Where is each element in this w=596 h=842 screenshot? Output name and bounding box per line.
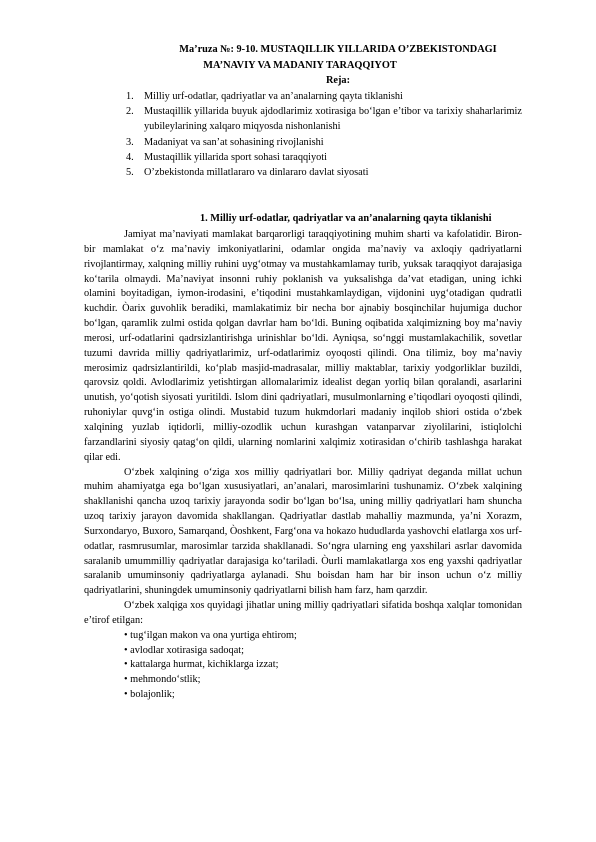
plan-item — [126, 165, 522, 180]
list-item: • kattalarga hurmat, kichiklarga izzat; — [124, 659, 279, 671]
lecture-title-line1: Ma’ruza №: 9-10. MUSTAQILLIK YILLARIDA O’ZBEKISTONDAGI — [179, 44, 497, 55]
plan-item-number: 4. — [126, 151, 134, 163]
list-item: • avlodlar xotirasiga sadoqat; — [124, 644, 244, 656]
plan-item-text: Mustaqillik yillarida buyuk ajdodlarimiz xotirasiga bo‘lgan e’tibor va tarixiy shaharlarimiz yubileylarining xalqaro miqyosda nishonlanishi — [144, 106, 522, 133]
plan-item-number: 1. — [126, 91, 134, 102]
list-item: • mehmondo‘stlik; — [124, 674, 201, 686]
plan-list — [126, 89, 522, 180]
section-title: 1. Milliy urf-odatlar, qadriyatlar va an’analarning qayta tiklanishi — [200, 213, 492, 224]
paragraph: Jamiyat ma’naviyati mamlakat barqarorligi taraqqiyotining muhim sharti va kafolatidir. Biron-bir mamlakat o‘z ma’naviy imkoniyatlarini, odamlar ongida ma’naviy va axloqiy qadriyatlarni rivojlantirmay, xalqning milliy ruhini uyg‘otmay va mustahkamlamay turib, yuksak taraqqiyot darajasiga ko‘tarila olmaydi. Ma’naviyat insonni ruhiy poklanish va yuksalishga da’vat etadigan, uning ichki olamini boyitadigan, iymon-irodasini, e’tiqodini mustahkamlaydigan, vijdonini uyg‘otadigan qudratli kuchdir. Òarix guvohlik beradiki, mamlakatimiz bir necha bor ajnabiy bosqinchilar hujumiga duchor bo‘lgan, qaramlik zulmi ostida qolgan davrlar ham bo‘ldi. Buning oqibatida xalqimizning boy ma’naviy merosi, urf-odatlarini qadrsizlantirishga urinishlar bo‘ldi. Ayniqsa, so‘nggi mustamlakachilik, sovetlar tuzumi davrida milliy qadriyatlarimiz, urf-odatlarimiz oyoqosti qilindi. Ona tilimiz, boy ma’naviy merosimiz qadrsizlantirildi, ko‘plab masjid-madrasalar, milliy maktablar, tarixiy yodgorliklar buzildi, qarovsiz qoldi. Avlodlarimiz yetishtirgan allomalarimiz idealist degan yorliq bilan qoralandi, asarlarini unutish, yo‘qotish siyosati yuritildi. Islom dini qadriyatlari, musulmonlarning e’tiqodlari oyoqosti qilindi, ruhoniylar quvg‘in ostiga olindi. Mustabid tuzum hukmdorlari madaniy inqilob shiori ostida o‘zbek xalqining yuzlab iqtidorli, milliy-ozodlik uchun kurashgan vatanparvar ziyolilarini, istiqlolchi farzandlarini siyosiy qatag‘on qildi, ularning nomlarini xalqimiz xotirasidan o‘chirib tashlashga harakat qilar edi. — [84, 229, 522, 463]
section-body — [84, 228, 522, 703]
plan-item — [126, 104, 522, 134]
plan-item-number: 3. — [126, 136, 134, 148]
list-item: • tug‘ilgan makon va ona yurtiga ehtirom; — [124, 629, 297, 641]
plan-item-text: Madaniyat va san’at sohasining rivojlanishi — [144, 136, 324, 148]
paragraph: O‘zbek xalqiga xos quyidagi jihatlar uning milliy qadriyatlari sifatida boshqa xalqlar tomonidan e’tirof etilgan: — [84, 600, 522, 626]
plan-item-text: Milliy urf-odatlar, qadriyatlar va an’analarning qayta tiklanishi — [144, 91, 403, 102]
plan-item-number: 2. — [126, 106, 134, 118]
plan-item-number: 5. — [126, 167, 134, 179]
list-item: • bolajonlik; — [124, 689, 175, 701]
plan-item — [126, 89, 522, 104]
plan-item — [126, 150, 522, 165]
plan-item-text: Mustaqillik yillarida sport sohasi taraqqiyoti — [144, 151, 328, 163]
plan-item — [126, 135, 522, 150]
plan-heading: Reja: — [325, 75, 350, 86]
lecture-title-line2: MA’NAVIY VA MADANIY TARAQQIYOT — [203, 60, 397, 71]
paragraph: O‘zbek xalqining o‘ziga xos milliy qadriyatlari bor. Milliy qadriyat deganda millat uchun muhim ahamiyatga ega bo‘lgan xususiyatlari, an’analari, marosimlarini tushunamiz. O‘zbek xalqining shakllanishi qancha uzoq tarixiy jarayonda sodir bo‘lgan bo‘lsa, uning milliy qadriyatlari ham shuncha uzoq tarixiy jarayon davomida shakllangan. Qadriyatlar dastlab mahalliy mazmunda, ya’ni Xorazm, Surxondaryo, Buxoro, Samarqand, Òoshkent, Farg‘ona va hokazo hududlarda yashovchi elatlarga xos urf-odatlar, rasmrusumlar, marosimlar tarzida shakllanadi. So‘ngra ularning eng yaxshilari asrlar davomida saralanib umummilliy qadriyatlar darajasiga ko‘tariladi. Òurli mamlakatlarga xos eng yaxshi qadriyatlar saralanib umuminsoniy qadriyatlarga aylanadi. Shu boisdan ham har bir inson uchun o‘z milliy qadriyatlarini, shuningdek umuminsoniy qadriyatlarni bilish ham farz, ham qarzdir. — [84, 466, 522, 597]
plan-item-text: O’zbekistonda millatlararo va dinlararo davlat siyosati — [144, 167, 369, 179]
values-list — [84, 629, 522, 703]
